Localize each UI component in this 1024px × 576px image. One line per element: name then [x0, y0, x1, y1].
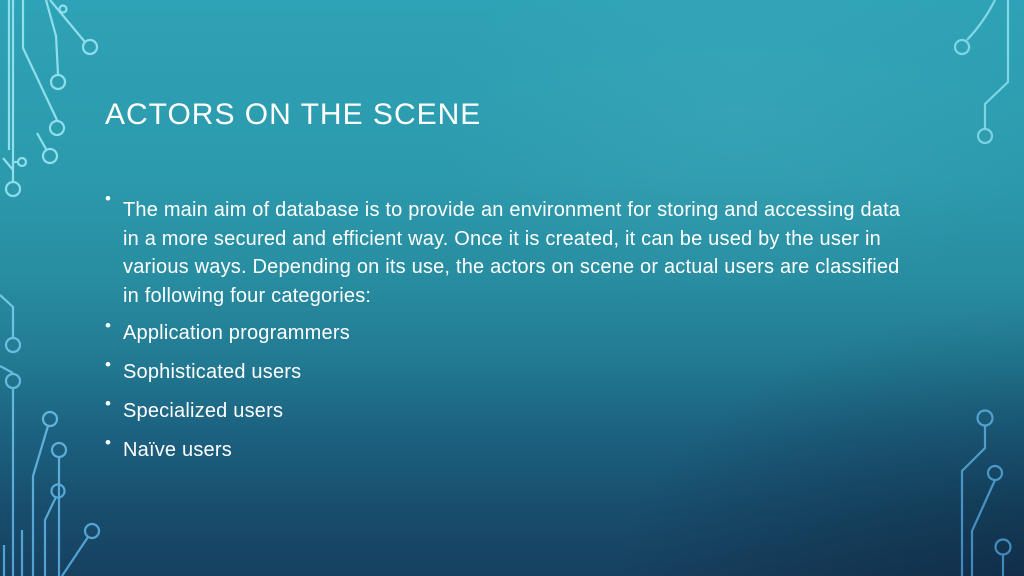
actor-category-list	[105, 316, 350, 475]
bullet-icon: •	[105, 394, 112, 413]
bullet-item	[105, 394, 350, 425]
bullet-item-label: Naïve users	[123, 439, 232, 461]
bullet-icon: •	[105, 189, 111, 208]
bullet-item-label: Application programmers	[123, 322, 350, 344]
bullet-icon: •	[105, 316, 112, 335]
slide-title: ACTORS ON THE SCENE	[105, 98, 482, 131]
bullet-item-label: Sophisticated users	[123, 361, 302, 383]
circuit-decoration-left	[0, 0, 110, 576]
bullet-item	[105, 433, 350, 464]
bullet-item	[105, 355, 350, 386]
bullet-icon: •	[105, 433, 112, 452]
circuit-decoration-right	[904, 0, 1024, 576]
bullet-item	[105, 316, 350, 347]
bullet-item-label: Specialized users	[123, 400, 284, 422]
bullet-icon: •	[105, 355, 112, 374]
intro-paragraph	[105, 189, 910, 310]
intro-paragraph-text: The main aim of database is to provide an environment for storing and accessing data in a more secured and efficient way. Once it is created, it can be used by the user in various ways. Depending on its use, the actors on scene or actual users are classified in following four categories:	[123, 199, 901, 307]
